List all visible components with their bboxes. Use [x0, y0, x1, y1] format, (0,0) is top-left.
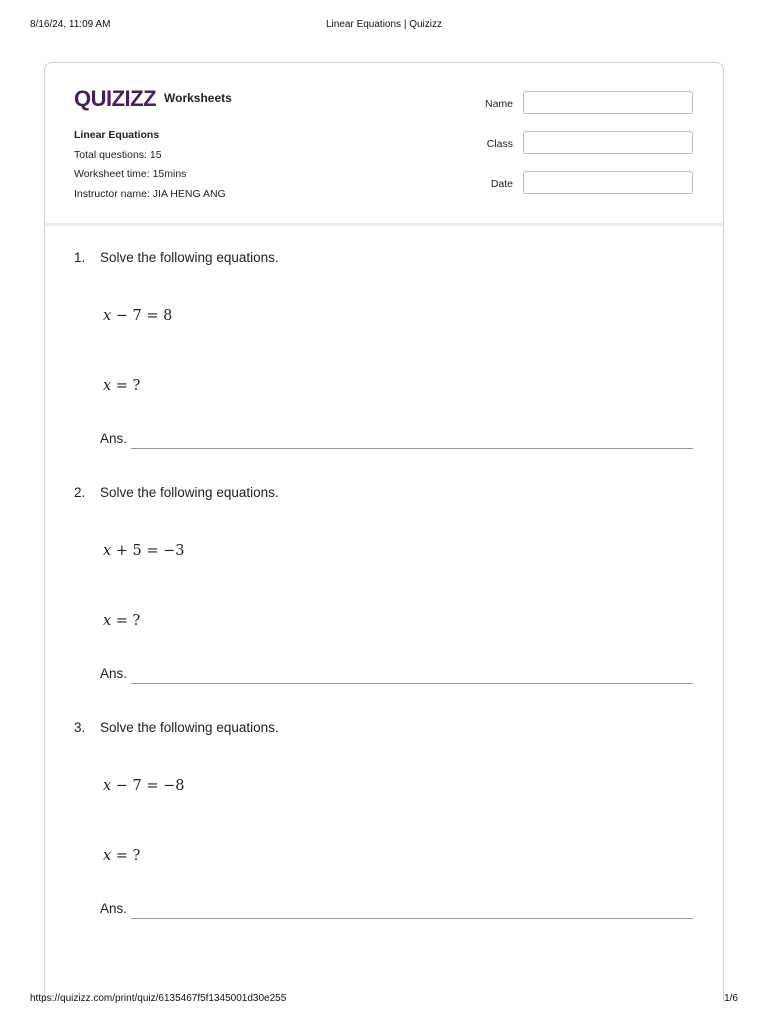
equation: [103, 543, 185, 559]
print-url: https://quizizz.com/print/quiz/6135467f5f1345001d30e255: [30, 993, 287, 1004]
name-label: Name: [484, 98, 513, 110]
print-datetime: 8/16/24, 11:09 AM: [30, 19, 111, 30]
unknown-variable: x: [103, 613, 112, 629]
question-prompt: Solve the following equations.: [100, 720, 279, 735]
worksheet-header: [45, 63, 723, 226]
unknown-variable: x: [103, 848, 112, 864]
quizizz-logo: [74, 85, 160, 111]
question-item: [45, 696, 723, 931]
equation-variable: x: [103, 778, 112, 794]
answer-label: Ans.: [100, 901, 128, 916]
unknown-variable: x: [103, 378, 112, 394]
date-field-row: [463, 171, 693, 211]
print-page-number: 1/6: [724, 993, 738, 1004]
worksheet-title: Linear Equations: [74, 129, 160, 141]
question-prompt: Solve the following equations.: [100, 485, 279, 500]
logo-sub-label: Worksheets: [164, 91, 232, 105]
name-field-row: [463, 91, 693, 131]
worksheet-meta: [74, 126, 226, 204]
date-label: Date: [490, 178, 513, 190]
question-prompt: Solve the following equations.: [100, 250, 279, 265]
unknown-prompt: [103, 378, 140, 394]
question-item: [45, 226, 723, 461]
question-number: 1.: [74, 250, 86, 265]
class-label: Class: [486, 138, 513, 150]
worksheet-time: Worksheet time: 15mins: [74, 168, 187, 180]
equation: [103, 308, 172, 324]
total-questions: Total questions: 15: [74, 148, 162, 161]
unknown-rest: = ?: [111, 613, 141, 629]
unknown-prompt: [103, 613, 140, 629]
question-number: 3.: [74, 720, 86, 735]
answer-line[interactable]: [131, 448, 693, 449]
equation-variable: x: [103, 308, 112, 324]
print-page-title: Linear Equations | Quizizz: [326, 19, 442, 30]
question-number: 2.: [74, 485, 86, 500]
print-footer: [30, 993, 738, 1007]
unknown-rest: = ?: [111, 378, 141, 394]
equation: [103, 778, 185, 794]
unknown-rest: = ?: [111, 848, 141, 864]
student-fields: [463, 91, 693, 211]
print-header: [30, 19, 738, 33]
answer-label: Ans.: [100, 666, 128, 681]
answer-line[interactable]: [131, 918, 693, 919]
equation-rest: + 5 = −3: [111, 543, 185, 559]
name-input[interactable]: [523, 91, 693, 114]
question-item: [45, 461, 723, 696]
unknown-prompt: [103, 848, 140, 864]
date-input[interactable]: [523, 171, 693, 194]
class-field-row: [463, 131, 693, 171]
logo-wordmark: QUIZIZZ: [74, 86, 157, 111]
answer-line[interactable]: [131, 683, 693, 684]
instructor-name: Instructor name: JIA HENG ANG: [74, 187, 226, 200]
answer-label: Ans.: [100, 431, 128, 446]
equation-variable: x: [103, 543, 112, 559]
equation-rest: − 7 = −8: [111, 778, 185, 794]
equation-rest: − 7 = 8: [111, 308, 173, 324]
class-input[interactable]: [523, 131, 693, 154]
worksheet-page: [44, 62, 724, 1002]
question-list: [45, 226, 723, 931]
